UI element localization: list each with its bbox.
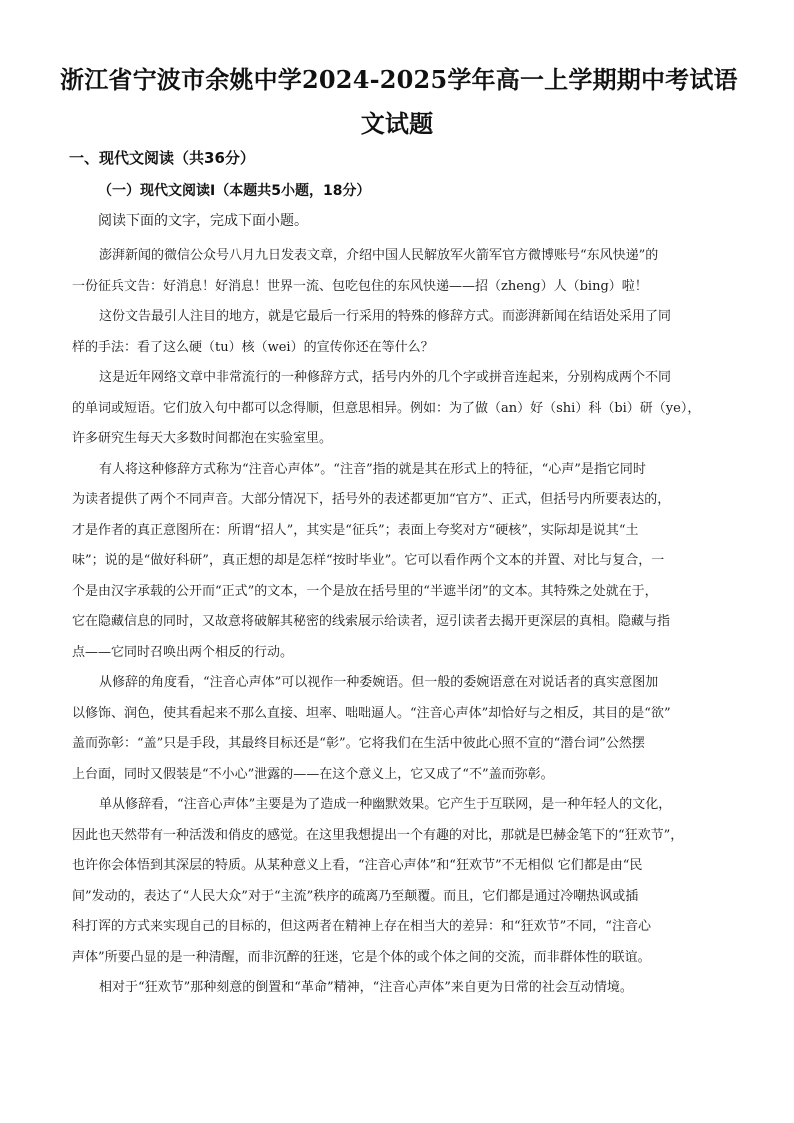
passage-line: 许多研究生每天大多数时间都泡在实验室里。 bbox=[72, 431, 333, 446]
passage-line: 才是作者的真正意图所在：所谓“招人”，其实是“征兵”；表面上夸奖对方“硬核”，实际却是说其“土 bbox=[72, 522, 639, 538]
subsection-heading: （一）现代文阅读Ⅰ（本题共5小题，18分） bbox=[98, 183, 371, 199]
passage-line: 也许你会体悟到其深层的特质。从某种意义上看，“注音心声体”和“狂欢节”不无相似 它们都是由“民 bbox=[72, 858, 643, 873]
passage-line: 因此也天然带有一种活泼和俏皮的感觉。在这里我想提出一个有趣的对比，那就是巴赫金笔下的“狂欢节”， bbox=[72, 827, 684, 843]
passage-line: 有人将这种修辞方式称为“注音心声体”。“注音”指的就是其在形式上的特征，“心声”是指它同时 bbox=[99, 461, 646, 477]
passage-line: 科打诨的方式来实现自己的目标的，但这两者在精神上存在相当大的差异：和“狂欢节”不同，“注音心 bbox=[72, 919, 651, 934]
reading-instruction: 阅读下面的文字，完成下面小题。 bbox=[98, 213, 308, 229]
passage-line: 这是近年网络文章中非常流行的一种修辞方式，括号内外的几个字或拼音连起来，分别构成两个不同 bbox=[99, 370, 672, 385]
passage-line: 澎湃新闻的微信公众号八月九日发表文章，介绍中国人民解放军火箭军官方微博账号“东风快递”的 bbox=[99, 248, 659, 263]
passage-line: 上台面，同时又假装是“不小心”泄露的——在这个意义上，它又成了“不”盖而弥彰。 bbox=[72, 766, 554, 782]
passage-line: 它在隐藏信息的同时，又故意将破解其秘密的线索展示给读者，逗引读者去揭开更深层的真相。隐藏与指 bbox=[72, 614, 671, 629]
passage-line: 味”；说的是“做好科研”，真正想的却是怎样“按时毕业”。它可以看作两个文本的并置、对比与复合，一 bbox=[72, 553, 665, 568]
document-title-line-1: 浙江省宁波市余姚中学2024-2025学年高一上学期期中考试语 bbox=[60, 65, 738, 94]
passage-line: 以修饰、润色，使其看起来不那么直接、坦率、咄咄逼人。“注音心声体”却恰好与之相反，其目的是“欲” bbox=[72, 705, 671, 721]
passage-line: 为读者提供了两个不同声音。大部分情况下，括号外的表述都更加“官方”、正式，但括号内所要表达的， bbox=[72, 492, 671, 507]
passage-line: 点——它同时召唤出两个相反的行动。 bbox=[72, 644, 294, 660]
document-title-line-2: 文试题 bbox=[360, 109, 434, 138]
passage-body bbox=[72, 241, 724, 1004]
passage-line: 相对于“狂欢节”那种刻意的倒置和“革命”精神，“注音心声体”来自更为日常的社会互动情境。 bbox=[99, 980, 633, 995]
passage-line: 声体”所要凸显的是一种清醒，而非沉醉的狂迷，它是个体的或个体之间的交流，而非群体性的联谊。 bbox=[72, 949, 651, 965]
passage-line: 从修辞的角度看，“注音心声体”可以视作一种委婉语。但一般的委婉语意在对说话者的真实意图加 bbox=[99, 675, 659, 690]
passage-line: 一份征兵文告：好消息！好消息！世界一流、包吃包住的东风快递——招（zheng）人（bing）啦！ bbox=[72, 278, 648, 294]
passage-line: 样的手法：看了这么硬（tu）核（wei）的宣传你还在等什么？ bbox=[72, 339, 434, 355]
passage-line: 间”发动的，表达了“人民大众”对于“主流”秩序的疏离乃至颠覆。而且，它们都是通过冷嘲热讽或插 bbox=[72, 888, 639, 904]
passage-line: 这份文告最引人注目的地方，就是它最后一行采用的特殊的修辞方式。而澎湃新闻在结语处采用了同 bbox=[99, 309, 672, 324]
passage-line: 盖而弥彰：“盖”只是手段，其最终目标还是“彰”。它将我们在生活中彼此心照不宣的“潜台词”公然摆 bbox=[72, 736, 645, 751]
passage-line: 个是由汉字承载的公开而“正式”的文本，一个是放在括号里的“半遮半闭”的文本。其特殊之处就在于， bbox=[72, 583, 658, 599]
passage-line: 的单词或短语。它们放入句中都可以念得顺，但意思相异。例如：为了做（an）好（shi）科（bi）研（ye）， bbox=[72, 400, 701, 416]
passage-line: 单从修辞看，“注音心声体”主要是为了造成一种幽默效果。它产生于互联网，是一种年轻人的文化， bbox=[99, 797, 672, 812]
section-heading: 一、现代文阅读（共36分） bbox=[69, 149, 255, 167]
